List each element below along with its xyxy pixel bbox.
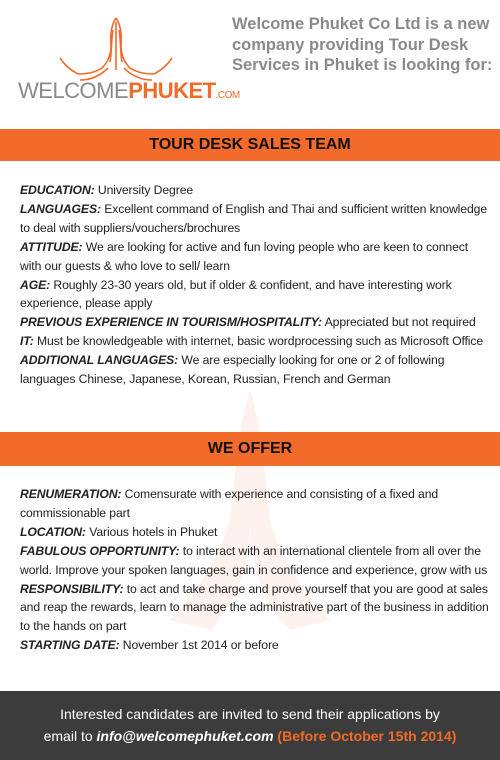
footer-contact xyxy=(0,691,500,760)
item-text: Various hotels in Phuket xyxy=(85,524,218,539)
item-text: We are looking for active and fun loving people who are keen to connect with our guests & who love to sell/ learn xyxy=(20,239,469,273)
list-item xyxy=(20,238,490,276)
item-label: EDUCATION: xyxy=(20,183,95,197)
list-item xyxy=(20,485,490,523)
contact-email-link[interactable]: info@welcomephuket.com xyxy=(96,728,274,744)
list-item xyxy=(20,332,490,351)
item-label: RESPONSIBILITY: xyxy=(20,581,124,596)
list-item xyxy=(20,351,490,389)
list-item xyxy=(20,181,490,200)
item-label: RENUMERATION: xyxy=(20,487,122,501)
offer-list xyxy=(20,485,490,655)
item-text: Roughly 23-30 years old, but if older & confident, and have interesting work experience, please apply xyxy=(20,277,452,311)
item-label: LOCATION: xyxy=(20,524,86,539)
intro-text: Welcome Phuket Co Ltd is a new company providing Tour Desk Services in Phuket is looking for: xyxy=(232,15,493,74)
item-label: STARTING DATE: xyxy=(20,638,120,653)
item-label: LANGUAGES: xyxy=(20,201,101,216)
footer-line1: Interested candidates are invited to send their applications by xyxy=(60,706,440,722)
application-deadline: (Before October 15th 2014) xyxy=(273,728,457,744)
item-label: AGE: xyxy=(20,277,51,292)
logo-text-suffix: .COM xyxy=(215,90,240,101)
list-item xyxy=(20,636,490,655)
list-item xyxy=(20,580,490,637)
item-text: Must be knowledgeable with internet, basic wordprocessing such as Microsoft Office xyxy=(33,334,484,349)
item-label: FABULOUS OPPORTUNITY: xyxy=(20,543,180,558)
item-label: ATTITUDE: xyxy=(20,239,83,254)
item-text: We are especially looking for one or 2 of following languages Chinese, Japanese, Korean, Russian, French and German xyxy=(20,353,445,387)
item-text: Excellent command of English and Thai and sufficient written knowledge to deal with suppliers/vouchers/brochures xyxy=(20,201,487,235)
list-item xyxy=(20,276,490,314)
list-item xyxy=(20,313,490,332)
section-banner-we-offer: WE OFFER xyxy=(0,432,500,466)
item-text: to interact with an international clientele from all over the world. Improve your spoken languages, gain in confidence and experience, grow with us xyxy=(20,543,488,577)
item-label: IT: xyxy=(20,334,34,349)
item-text: Comensurate with experience and consisting of a fixed and commissionable part xyxy=(20,487,439,520)
item-text: University Degree xyxy=(94,183,194,197)
list-item xyxy=(20,542,490,580)
item-label: ADDITIONAL LANGUAGES: xyxy=(20,353,179,368)
footer-email-prefix: email to xyxy=(43,728,97,744)
footer-line2 xyxy=(0,725,500,747)
logo-text-welcome: WELCOME xyxy=(18,78,129,103)
list-item xyxy=(20,523,490,542)
welcome-phuket-logo xyxy=(16,12,240,112)
list-item xyxy=(20,200,490,238)
item-text: to act and take charge and prove yourself that you are good at sales and reap the rewards, learn to manage the administrative part of the business in addition to the hands on part xyxy=(20,581,489,634)
logo-text-phuket: PHUKET xyxy=(128,78,216,103)
item-label: PREVIOUS EXPERIENCE IN TOURISM/HOSPITALITY: xyxy=(20,315,323,330)
item-text: November 1st 2014 or before xyxy=(119,638,279,653)
requirements-list xyxy=(20,181,490,389)
item-text: Appreciated but not required xyxy=(322,315,476,330)
section-banner-sales-team: TOUR DESK SALES TEAM xyxy=(0,129,500,161)
